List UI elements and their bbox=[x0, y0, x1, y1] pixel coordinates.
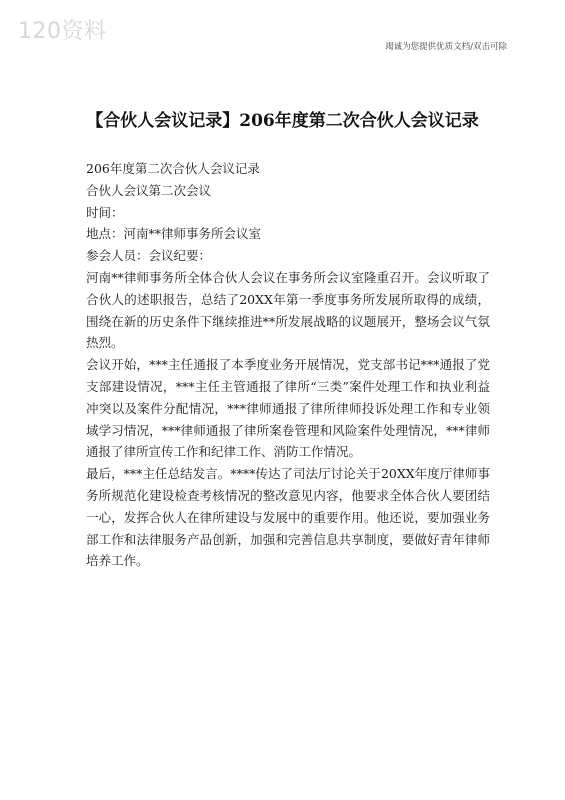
document-body bbox=[86, 158, 490, 572]
time-line: 时间： bbox=[86, 204, 124, 220]
paragraph-opening: 河南**律师事务所全体合伙人会议在事务所会议室隆重召开。会议听取了合伙人的述职报告，总结了20XX年第一季度事务所发展所取得的成绩，围绕在新的历史条件下继续推进**所发展战略的议题展开，整场会议气氛热烈。 bbox=[86, 269, 490, 351]
paragraph-reports: 会议开始，***主任通报了本季度业务开展情况，党支部书记***通报了党支部建设情况，***主任主管通报了律所“三类”案件处理工作和执业利益冲突以及案件分配情况，***律师通报了律所律师投诉处理工作和专业领域学习情况，***律师通报了律所案卷管理和风险案件处理情况，***律师通报了律所宣传工作和纪律工作、消防工作情况。 bbox=[86, 357, 490, 460]
doc-subtitle-line: 206年度第二次合伙人会议记录 bbox=[86, 161, 260, 176]
header-note: 竭诚为您提供优质文档/双击可除 bbox=[385, 42, 507, 52]
document-title: 【合伙人会议记录】206年度第二次合伙人会议记录 bbox=[86, 111, 479, 131]
meeting-name-line: 合伙人会议第二次会议 bbox=[86, 182, 212, 198]
watermark-logo: 120资料 bbox=[18, 19, 107, 44]
location-line: 地点：河南**律师事务所会议室 bbox=[86, 226, 262, 242]
attendees-line: 参会人员：会议纪要： bbox=[86, 248, 212, 264]
paragraph-closing: 最后，***主任总结发言。****传达了司法厅讨论关于20XX年度厅律师事务所规范化建设检查考核情况的整改意见内容，他要求全体合伙人要团结一心，发挥合伙人在律所建设与发展中的重要作用。他还说，要加强业务部工作和法律服务产品创新，加强和完善信息共享制度，要做好青年律师培养工作。 bbox=[86, 466, 490, 569]
